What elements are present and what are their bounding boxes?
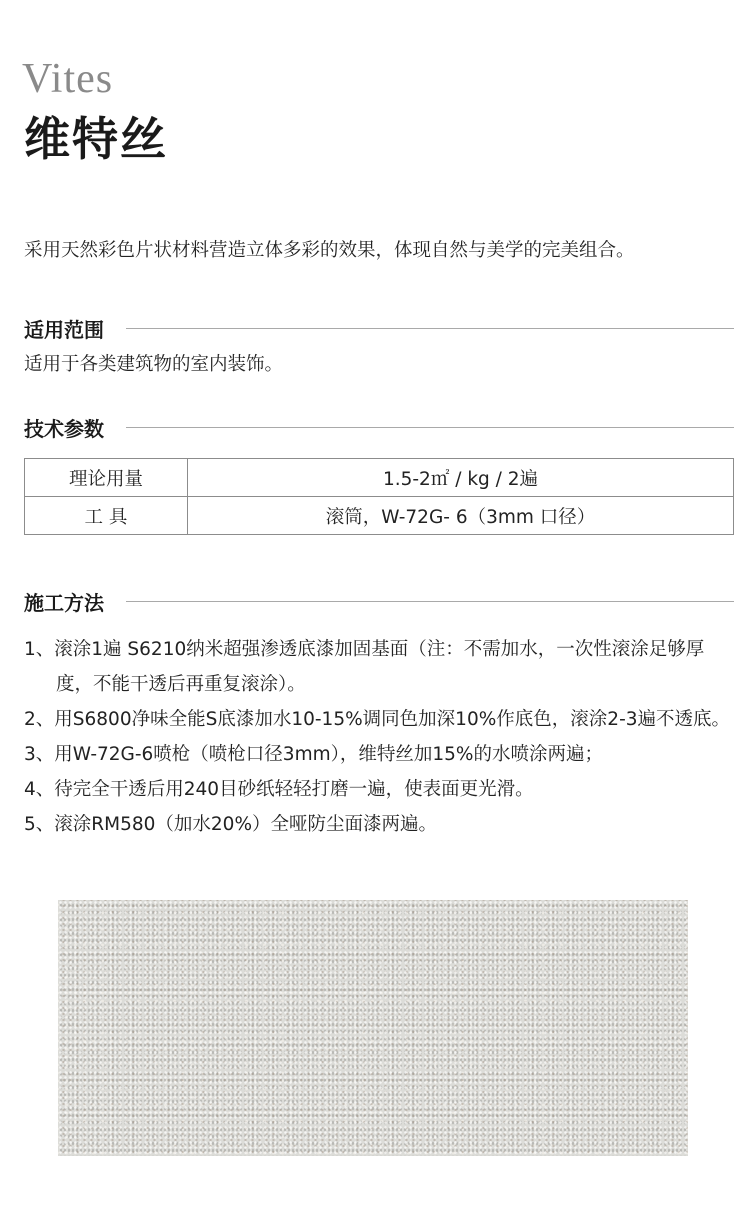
list-item: 4、待完全干透后用240目砂纸轻轻打磨一遍，使表面更光滑。	[24, 779, 534, 800]
texture-sample-image	[58, 900, 688, 1156]
spec-table	[24, 458, 734, 535]
brand-name-chinese: 维特丝	[24, 112, 168, 166]
tech-divider	[126, 427, 734, 428]
scope-section-header	[24, 314, 734, 342]
table-row	[25, 459, 734, 497]
scope-text: 适用于各类建筑物的室内装饰。	[24, 354, 284, 375]
method-divider	[126, 601, 734, 602]
tech-section-header	[24, 413, 734, 441]
intro-text: 采用天然彩色片状材料营造立体多彩的效果，体现自然与美学的完美组合。	[24, 240, 635, 261]
method-steps	[24, 632, 736, 842]
list-item: 3、用W-72G-6喷枪（喷枪口径3mm），维特丝加15%的水喷涂两遍；	[24, 744, 603, 765]
spec-label-tools: 工 具	[25, 497, 188, 535]
spec-value-tools: 滚筒，W-72G- 6（3mm 口径）	[188, 497, 734, 535]
scope-divider	[126, 328, 734, 329]
table-row	[25, 497, 734, 535]
brand-name-english: Vites	[22, 56, 114, 102]
scope-title: 适用范围	[24, 317, 104, 342]
spec-label-coverage: 理论用量	[25, 459, 188, 497]
tech-title: 技术参数	[24, 416, 104, 441]
method-title: 施工方法	[24, 590, 104, 615]
list-item: 1、滚涂1遍 S6210纳米超强渗透底漆加固基面（注：不需加水，一次性滚涂足够厚度，不能干透后再重复滚涂）。	[24, 639, 705, 695]
spec-value-coverage: 1.5-2㎡ / kg / 2遍	[188, 459, 734, 497]
method-section-header	[24, 587, 734, 615]
list-item: 5、滚涂RM580（加水20%）全哑防尘面漆两遍。	[24, 814, 438, 835]
list-item: 2、用S6800净味全能S底漆加水10-15%调同色加深10%作底色，滚涂2-3遍不透底。	[24, 709, 731, 730]
